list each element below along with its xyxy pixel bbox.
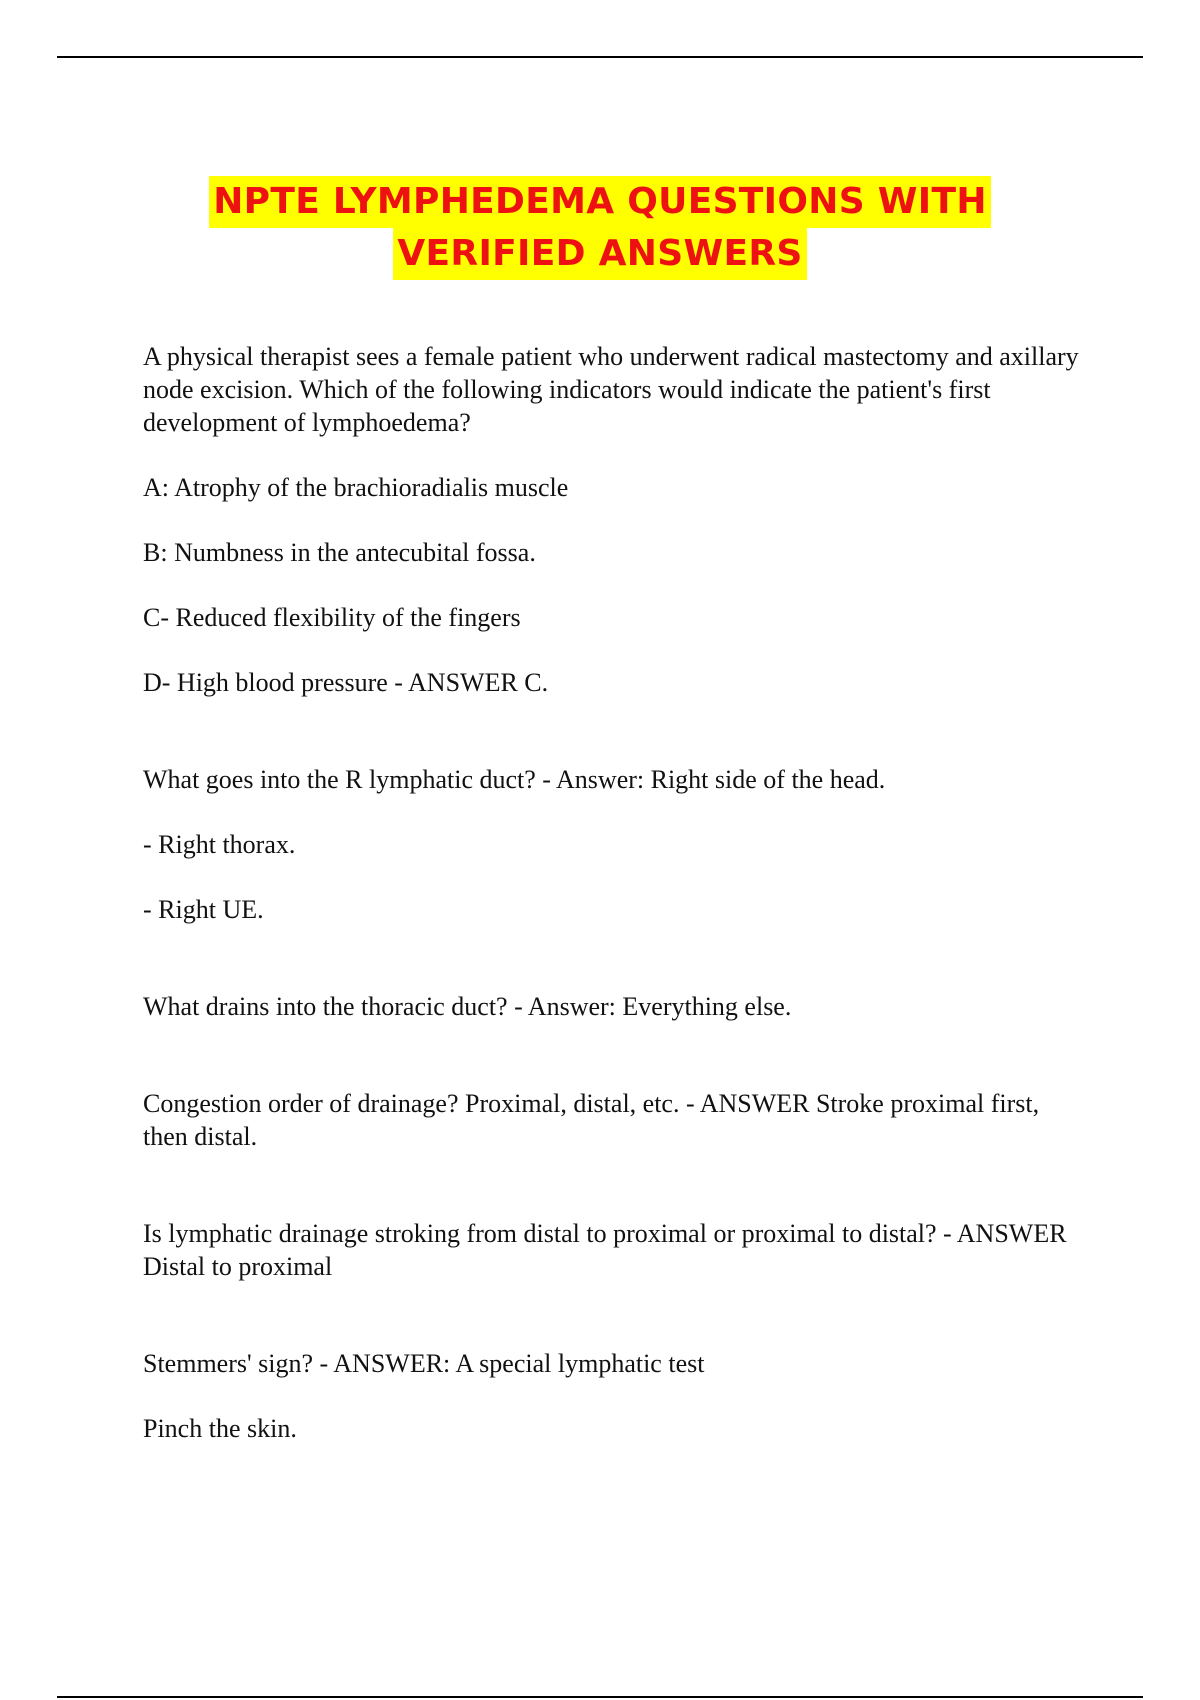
document-body	[143, 340, 1088, 1445]
answer-option-a: A: Atrophy of the brachioradialis muscle	[143, 473, 569, 502]
question-paragraph: Congestion order of drainage? Proximal, distal, etc. - ANSWER Stroke proximal first, then distal.	[143, 1089, 1040, 1151]
list-item: - Right thorax.	[143, 830, 296, 859]
question-paragraph: What drains into the thoracic duct? - Answer: Everything else.	[143, 992, 792, 1021]
bottom-rule	[57, 1696, 1143, 1698]
list-item: - Right UE.	[143, 895, 264, 924]
answer-option-c: C- Reduced flexibility of the fingers	[143, 603, 521, 632]
question-paragraph: What goes into the R lymphatic duct? - Answer: Right side of the head.	[143, 765, 886, 794]
title-line-1: NPTE LYMPHEDEMA QUESTIONS WITH	[209, 176, 991, 228]
answer-option-d: D- High blood pressure - ANSWER C.	[143, 668, 549, 697]
answer-paragraph: Pinch the skin.	[143, 1414, 297, 1443]
question-paragraph: A physical therapist sees a female patient who underwent radical mastectomy and axillary node excision. Which of the following indicators would indicate the patient's first development of lymphoedema?	[143, 342, 1079, 437]
document-title	[0, 176, 1200, 280]
question-paragraph: Is lymphatic drainage stroking from distal to proximal or proximal to distal? - ANSWER Distal to proximal	[143, 1219, 1067, 1281]
top-rule	[57, 56, 1143, 58]
answer-option-b: B: Numbness in the antecubital fossa.	[143, 538, 536, 567]
title-line-2: VERIFIED ANSWERS	[393, 228, 806, 280]
question-paragraph: Stemmers' sign? - ANSWER: A special lymphatic test	[143, 1349, 705, 1378]
